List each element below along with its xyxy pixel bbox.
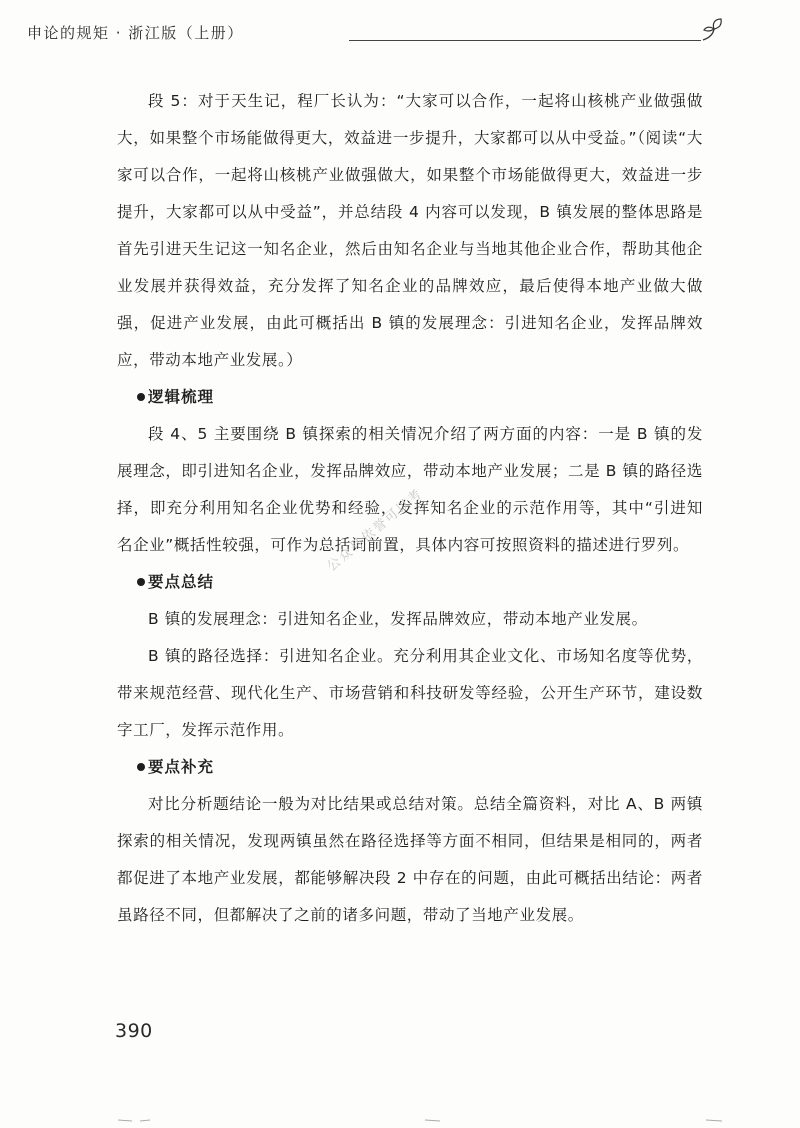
paragraph-path: B 镇的路径选择：引进知名企业。充分利用其企业文化、市场知名度等优势，带来规范经营、现代化生产、市场营销和科技研发等经验，公开生产环节，建设数字工厂，发挥示范作用。 <box>117 647 703 739</box>
running-header <box>27 16 717 46</box>
scan-noise-decoration <box>0 1112 800 1128</box>
watermark-text: 公众号依誉可以考 <box>324 485 427 575</box>
paragraph-logic: 段 4、5 主要围绕 B 镇探索的相关情况介绍了两方面的内容：一是 B 镇的发展理念，即引进知名企业，发挥品牌效应，带动本地产业发展；二是 B 镇的路径选择，即充分利用知名企业优势和经验，发挥知名企业的示范作用等，其中“引进知名企业”概括性较强，可作为总括词前置，具体内容可按照资料的描述进行罗列。 <box>117 425 703 554</box>
sprout-leaf-icon <box>699 16 729 46</box>
paragraph-conclusion: 对比分析题结论一般为对比结果或总结对策。总结全篇资料，对比 A、B 两镇探索的相关情况，发现两镇虽然在路径选择等方面不相同，但结果是相同的，两者都促进了本地产业发展，都能够解决段 2 中存在的问题，由此可概括出结论：两者虽路径不同，但都解决了之前的诸多问题，带动了当地产业发展。 <box>117 795 703 924</box>
paragraph-concept: B 镇的发展理念：引进知名企业，发挥品牌效应，带动本地产业发展。 <box>148 610 648 628</box>
paragraph-section5: 段 5：对于天生记，程厂长认为：“大家可以合作，一起将山核桃产业做强做大，如果整个市场能做得更大，效益进一步提升，大家都可以从中受益。”（阅读“大家可以合作，一起将山核桃产业做强做大，如果整个市场能做得更大，效益进一步提升，大家都可以从中受益”，并总结段 4 内容可以发现，B 镇发展的整体思路是首先引进天生记这一知名企业，然后由知名企业与当地其他企业合作，帮助其他企业发展并获得效益，充分发挥了知名企业的品牌效应，最后使得本地产业做大做强，促进产业发展，由此可概括出 B 镇的发展理念：引进知名企业，发挥品牌效应，带动本地产业发展。） <box>117 92 703 369</box>
heading-text: 逻辑梳理 <box>148 388 215 406</box>
page-number: 390 <box>115 1020 153 1042</box>
heading-text: 要点总结 <box>148 573 215 591</box>
bullet-dot-icon <box>137 578 145 586</box>
header-rule <box>349 40 701 41</box>
bullet-dot-icon <box>137 393 145 401</box>
heading-supplement <box>117 749 703 786</box>
book-title: 申论的规矩 · 浙江版（上册） <box>27 24 244 42</box>
bullet-dot-icon <box>137 763 145 771</box>
heading-logic-review <box>117 379 703 416</box>
heading-key-points <box>117 564 703 601</box>
heading-text: 要点补充 <box>148 758 215 776</box>
